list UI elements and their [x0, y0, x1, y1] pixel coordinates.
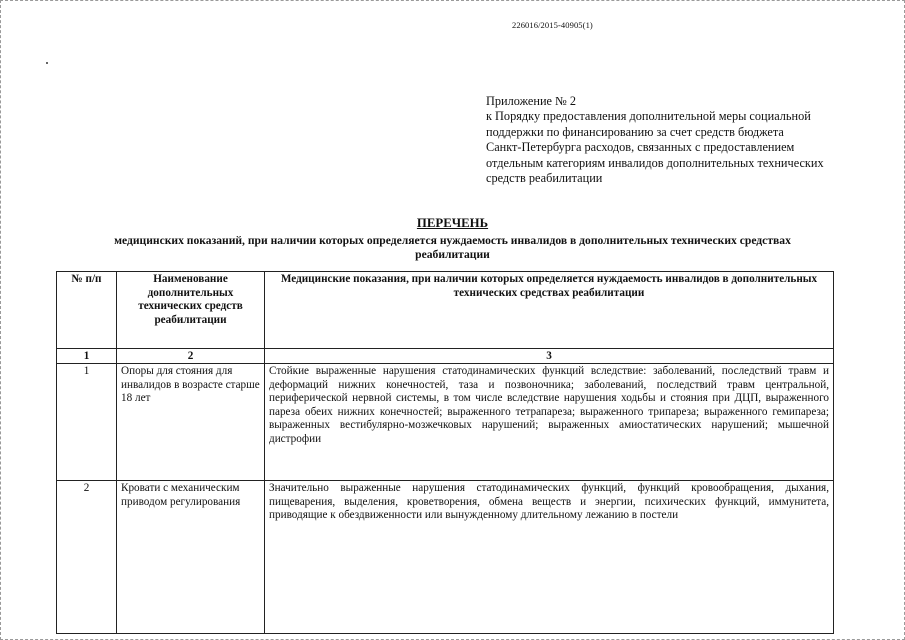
row-number: 1 — [57, 364, 117, 481]
column-number: 2 — [117, 349, 265, 364]
indications-table — [56, 271, 834, 634]
table-row — [57, 364, 834, 481]
appendix-block — [486, 94, 856, 186]
column-number: 3 — [265, 349, 834, 364]
subtitle-line: медицинских показаний, при наличии которых определяется нуждаемость инвалидов в дополнительных технических средствах — [114, 234, 791, 247]
document-subtitle — [60, 234, 845, 261]
subtitle-line: реабилитации — [415, 247, 490, 261]
appendix-line: Приложение № 2 — [486, 94, 577, 108]
row-number: 2 — [57, 481, 117, 634]
document-number: 226016/2015-40905(1) — [512, 20, 593, 30]
header-name: Наименование дополнительных технических средств реабилитации — [117, 272, 265, 349]
medical-indications: Стойкие выраженные нарушения статодинамических функций вследствие: заболеваний, последствий травм и деформаций нижних конечностей, таза и позвоночника; заболеваний, последствий травм центральной, периферической нервной системы, в том числе вследствие нарушения ходьбы и стояния при ДЦП, выраженного пареза обеих нижних конечностей; выраженного тетрапареза; выраженного трипареза; выраженного гемипареза; выраженных вестибулярно-мозжечковых нарушений; выраженных амиостатических нарушений; мышечной дистрофии — [265, 364, 834, 481]
appendix-line: отдельным категориям инвалидов дополнительных технических — [486, 155, 824, 170]
header-indications: Медицинские показания, при наличии которых определяется нуждаемость инвалидов в дополнительных технических средствах реабилитации — [265, 272, 834, 349]
device-name: Опоры для стояния для инвалидов в возрасте старше 18 лет — [117, 364, 265, 481]
appendix-line: Санкт-Петербурга расходов, связанных с предоставлением — [486, 140, 795, 155]
document-title: ПЕРЕЧЕНЬ — [416, 216, 489, 230]
appendix-line: к Порядку предоставления дополнительной меры социальной — [486, 109, 811, 124]
appendix-line: средств реабилитации — [486, 171, 603, 186]
medical-indications: Значительно выраженные нарушения статодинамических функций, функций кровообращения, дыхания, пищеварения, выделения, кроветворения, обмена веществ и энергии, психических функций, иммунитета, приводящие к обездвиженности или вынужденному длительному лежанию в постели — [265, 481, 834, 634]
header-number: № п/п — [57, 272, 117, 349]
column-numbers-row — [57, 349, 834, 364]
scan-mark — [46, 62, 48, 64]
table-header-row — [57, 272, 834, 349]
table-row — [57, 481, 834, 634]
appendix-line: поддержки по финансированию за счет средств бюджета — [486, 124, 784, 139]
device-name: Кровати с механическим приводом регулирования — [117, 481, 265, 634]
column-number: 1 — [57, 349, 117, 364]
